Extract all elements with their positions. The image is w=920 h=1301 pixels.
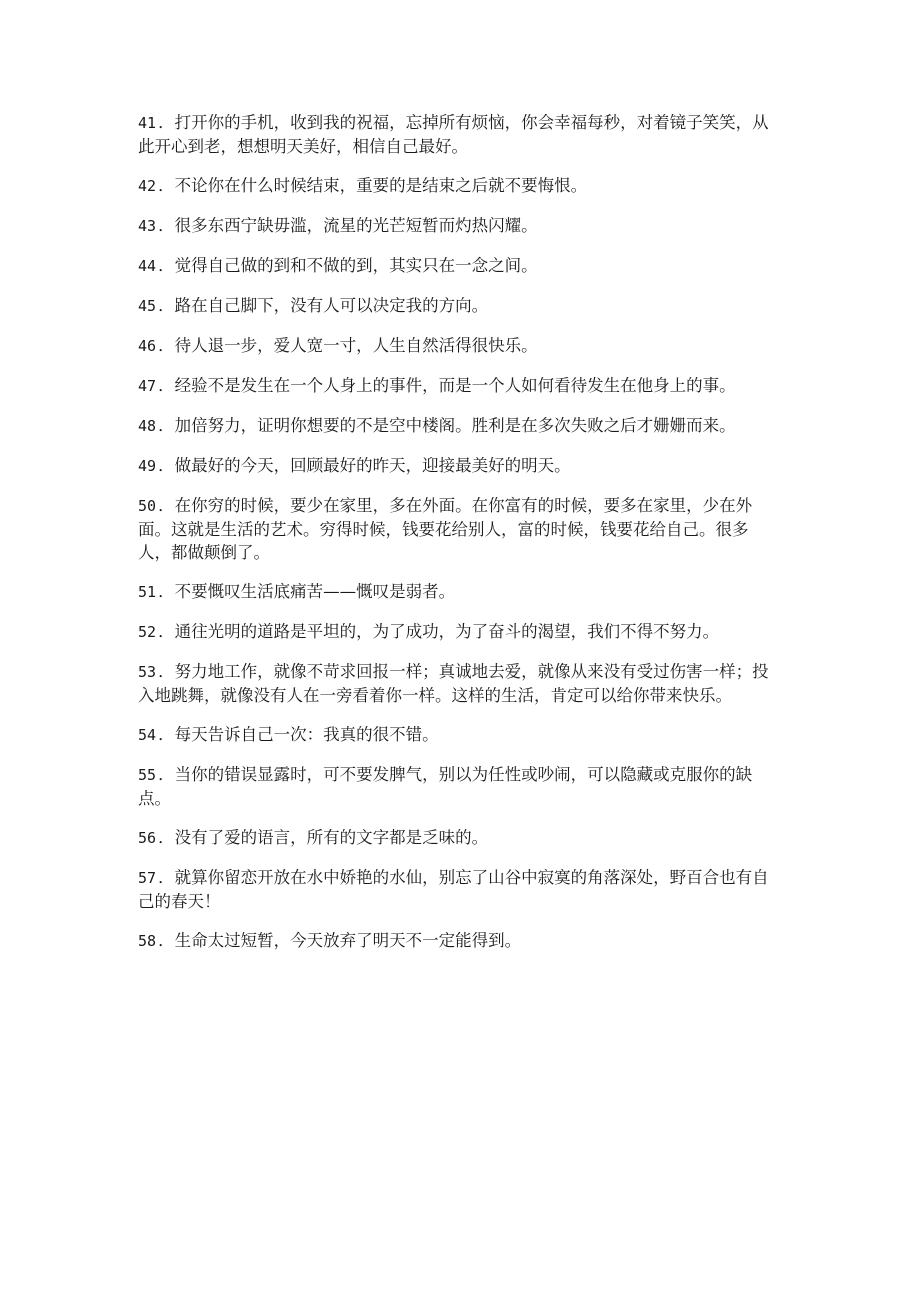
quote-separator: ． — [158, 496, 175, 515]
quote-text: 在你穷的时候，要少在家里，多在外面。在你富有的时候，要多在家里，少在外面。这就是生活的艺术。穷得时候，钱要花给别人，富的时候，钱要花给自己。很多人，都做颠倒了。 — [138, 496, 753, 562]
quote-number: 47 — [138, 377, 157, 395]
quote-text: 努力地工作，就像不苛求回报一样；真诚地去爱，就像从来没有受过伤害一样；投入地跳舞，就像没有人在一旁看着你一样。这样的生活，肯定可以给你带来快乐。 — [138, 662, 769, 705]
quote-text: 待人退一步，爱人宽一寸，人生自然活得很快乐。 — [174, 336, 538, 355]
quote-item-51 — [138, 580, 778, 604]
quote-item-49 — [138, 454, 778, 478]
quote-separator: ． — [158, 662, 175, 681]
quote-item-48 — [138, 414, 778, 438]
quote-number: 52 — [138, 623, 157, 641]
quote-number: 55 — [138, 766, 157, 784]
quote-text: 当你的错误显露时，可不要发脾气，别以为任性或吵闹，可以隐藏或克服你的缺点。 — [138, 765, 753, 808]
quote-separator: ． — [158, 176, 175, 195]
quote-separator: ． — [158, 622, 175, 641]
quote-separator: ． — [158, 828, 175, 847]
quote-item-55 — [138, 763, 778, 810]
quote-text: 路在自己脚下，没有人可以决定我的方向。 — [174, 296, 489, 315]
quote-separator: ． — [158, 216, 175, 235]
quote-separator: ． — [158, 256, 175, 275]
quote-item-47 — [138, 374, 778, 398]
quote-text: 觉得自己做的到和不做的到，其实只在一念之间。 — [174, 256, 538, 275]
quote-item-58 — [138, 929, 778, 953]
quote-item-57 — [138, 866, 778, 913]
quote-text: 不要慨叹生活底痛苦——慨叹是弱者。 — [174, 582, 456, 601]
quote-number: 44 — [138, 257, 157, 275]
quote-separator: ． — [158, 725, 175, 744]
quote-number: 41 — [138, 114, 157, 132]
quote-separator: ． — [158, 113, 175, 132]
quote-item-53 — [138, 660, 778, 707]
quote-text: 打开你的手机，收到我的祝福，忘掉所有烦恼，你会幸福每秒，对着镜子笑笑，从此开心到老，想想明天美好，相信自己最好。 — [138, 113, 769, 156]
quote-item-54 — [138, 723, 778, 747]
quote-number: 50 — [138, 497, 157, 515]
quote-item-42 — [138, 174, 778, 198]
quote-text: 通往光明的道路是平坦的，为了成功，为了奋斗的渴望，我们不得不努力。 — [174, 622, 720, 641]
quote-text: 每天告诉自己一次：我真的很不错。 — [174, 725, 439, 744]
quote-separator: ． — [158, 765, 175, 784]
quote-item-45 — [138, 294, 778, 318]
quote-separator: ． — [158, 868, 175, 887]
quote-text: 不论你在什么时候结束，重要的是结束之后就不要悔恨。 — [174, 176, 588, 195]
quote-text: 就算你留恋开放在水中娇艳的水仙，别忘了山谷中寂寞的角落深处，野百合也有自己的春天！ — [138, 868, 769, 911]
quote-separator: ． — [158, 416, 175, 435]
quote-number: 54 — [138, 726, 157, 744]
quote-item-43 — [138, 214, 778, 238]
quote-number: 43 — [138, 217, 157, 235]
quote-text: 加倍努力，证明你想要的不是空中楼阁。胜利是在多次失败之后才姗姗而来。 — [174, 416, 736, 435]
quote-number: 51 — [138, 583, 157, 601]
quote-number: 46 — [138, 337, 157, 355]
quote-text: 生命太过短暂，今天放弃了明天不一定能得到。 — [174, 931, 522, 950]
quote-text: 没有了爱的语言，所有的文字都是乏味的。 — [174, 828, 489, 847]
quote-separator: ． — [158, 931, 175, 950]
quote-item-50 — [138, 494, 778, 564]
quote-number: 53 — [138, 663, 157, 681]
quote-number: 58 — [138, 932, 157, 950]
quote-number: 49 — [138, 457, 157, 475]
quote-list — [138, 111, 778, 969]
quote-separator: ． — [158, 296, 175, 315]
quote-text: 很多东西宁缺毋滥，流星的光芒短暂而灼热闪耀。 — [174, 216, 538, 235]
quote-separator: ． — [158, 582, 175, 601]
quote-item-41 — [138, 111, 778, 158]
quote-separator: ． — [158, 336, 175, 355]
quote-separator: ． — [158, 376, 175, 395]
quote-number: 48 — [138, 417, 157, 435]
quote-item-44 — [138, 254, 778, 278]
quote-number: 45 — [138, 297, 157, 315]
quote-number: 56 — [138, 829, 157, 847]
quote-item-46 — [138, 334, 778, 358]
quote-item-52 — [138, 620, 778, 644]
quote-text: 做最好的今天，回顾最好的昨天，迎接最美好的明天。 — [174, 456, 571, 475]
quote-text: 经验不是发生在一个人身上的事件，而是一个人如何看待发生在他身上的事。 — [174, 376, 736, 395]
quote-item-56 — [138, 826, 778, 850]
quote-separator: ． — [158, 456, 175, 475]
quote-number: 57 — [138, 869, 157, 887]
quote-number: 42 — [138, 177, 157, 195]
